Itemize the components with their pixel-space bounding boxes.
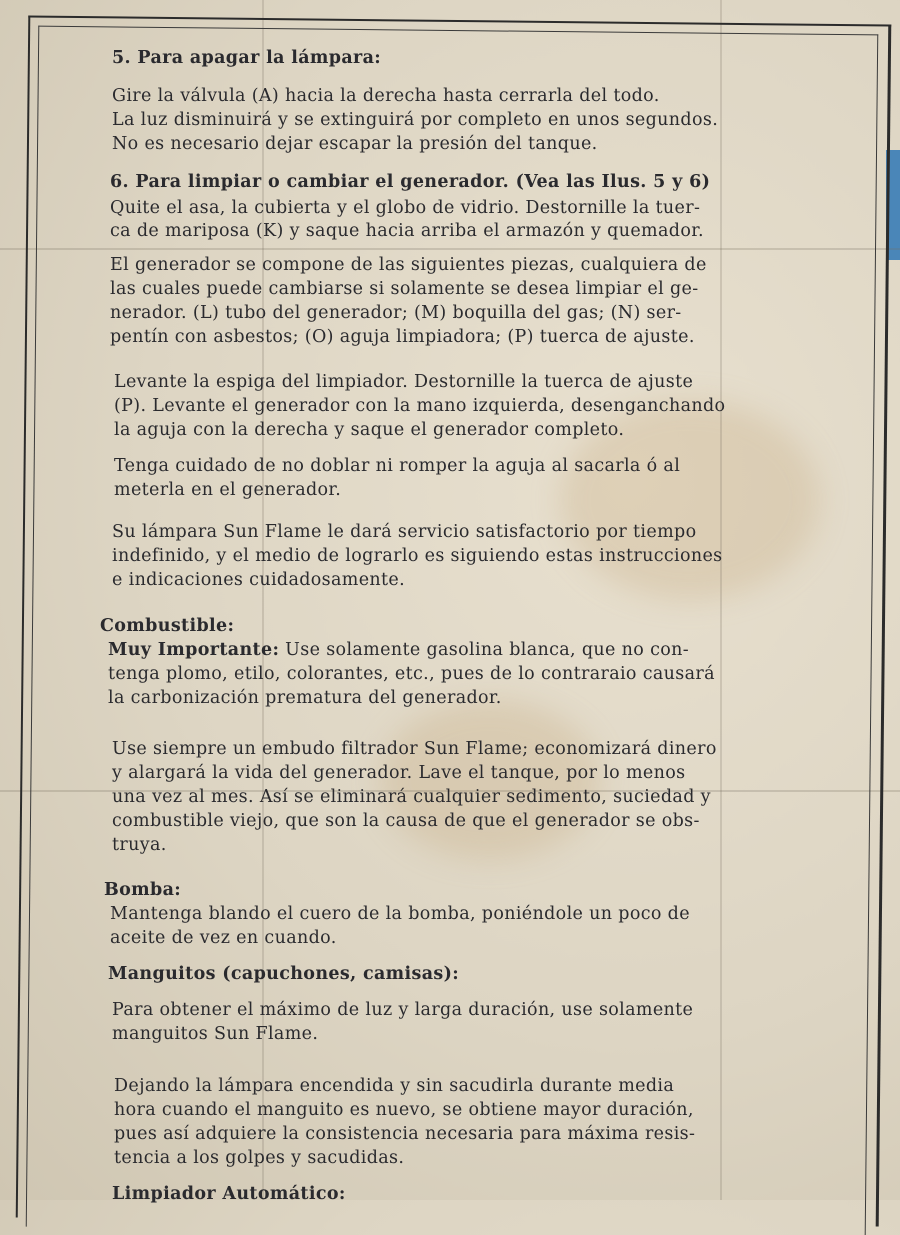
- text-line: aceite de vez en cuando.: [110, 928, 337, 948]
- limpiador-heading: Limpiador Automático:: [112, 1184, 346, 1204]
- text-line: No es necesario dejar escapar la presión del tanque.: [112, 134, 598, 154]
- important-line: [108, 642, 689, 660]
- text-line: truya.: [112, 835, 167, 855]
- text-line: Dejando la lámpara encendida y sin sacudirla durante media: [114, 1076, 675, 1096]
- combustible-heading: Combustible:: [100, 616, 235, 636]
- text-line: pentín con asbestos; (O) aguja limpiadora; (P) tuerca de ajuste.: [110, 327, 695, 347]
- text-line: indefinido, y el medio de lograrlo es siguiendo estas instrucciones: [112, 546, 723, 566]
- text-line: e indicaciones cuidadosamente.: [112, 570, 406, 590]
- text-line: Su lámpara Sun Flame le dará servicio satisfactorio por tiempo: [112, 522, 697, 542]
- section-6-heading: 6. Para limpiar o cambiar el generador. (Vea las Ilus. 5 y 6): [110, 172, 711, 192]
- text-line: Muy Importante: Use solamente gasolina blanca, que no con-: [108, 640, 690, 660]
- text-line: (P). Levante el generador con la mano izquierda, desenganchando: [114, 396, 726, 416]
- text-line: meterla en el generador.: [114, 480, 342, 500]
- text-line: combustible viejo, que son la causa de que el generador se obs-: [112, 811, 700, 831]
- text-line: ca de mariposa (K) y saque hacia arriba el armazón y quemador.: [110, 221, 704, 241]
- text-line: manguitos Sun Flame.: [112, 1024, 319, 1044]
- text-line: Gire la válvula (A) hacia la derecha hasta cerrarla del todo.: [112, 86, 660, 106]
- text-line: Tenga cuidado de no doblar ni romper la aguja al sacarla ó al: [114, 456, 681, 476]
- text-line: nerador. (L) tubo del generador; (M) boquilla del gas; (N) ser-: [110, 303, 682, 323]
- bomba-heading: Bomba:: [104, 880, 182, 900]
- text-line: Mantenga blando el cuero de la bomba, poniéndole un poco de: [110, 904, 690, 924]
- manguitos-heading: Manguitos (capuchones, camisas):: [108, 964, 460, 984]
- text-line: pues así adquiere la consistencia necesaria para máxima resis-: [114, 1124, 696, 1144]
- text-line: Use siempre un embudo filtrador Sun Flame; economizará dinero: [112, 739, 717, 759]
- text-line: la aguja con la derecha y saque el generador completo.: [114, 420, 625, 440]
- important-label: Muy Importante:: [108, 640, 280, 660]
- text-line: hora cuando el manguito es nuevo, se obtiene mayor duración,: [114, 1100, 694, 1120]
- text-line: y alargará la vida del generador. Lave el tanque, por lo menos: [112, 763, 686, 783]
- text-line: La luz disminuirá y se extinguirá por completo en unos segundos.: [112, 110, 719, 130]
- text-line: la carbonización prematura del generador.: [108, 688, 502, 708]
- section-5-heading: 5. Para apagar la lámpara:: [112, 48, 382, 68]
- text-line: Levante la espiga del limpiador. Destornille la tuerca de ajuste: [114, 372, 694, 392]
- text-line: las cuales puede cambiarse si solamente se desea limpiar el ge-: [110, 279, 699, 299]
- text-line: tenga plomo, etilo, colorantes, etc., pues de lo contraraio causará: [108, 664, 715, 684]
- text-line: Para obtener el máximo de luz y larga duración, use solamente: [112, 1000, 694, 1020]
- text-line: Quite el asa, la cubierta y el globo de vidrio. Destornille la tuer-: [110, 198, 701, 218]
- text-line: tencia a los golpes y sacudidas.: [114, 1148, 405, 1168]
- text-line: una vez al mes. Así se eliminará cualquier sedimento, suciedad y: [112, 787, 711, 807]
- text-line: El generador se compone de las siguientes piezas, cualquiera de: [110, 255, 707, 275]
